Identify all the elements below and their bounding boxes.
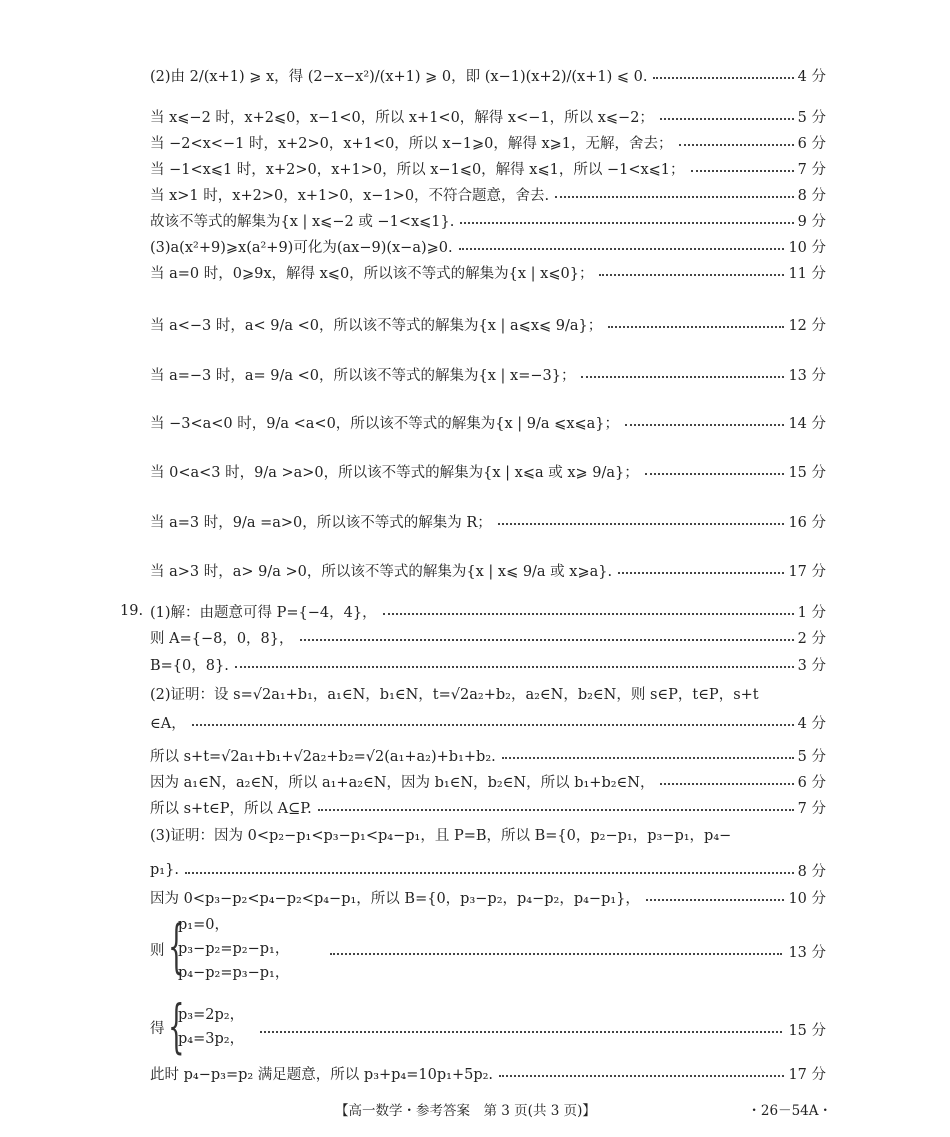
score: 15 分: [788, 1022, 826, 1039]
answer-text: 当 0<a<3 时，9/a >a>0，所以该不等式的解集为{x | x⩽a 或 x⩾ 9/a}；: [150, 464, 639, 481]
leader-dots: [555, 196, 793, 198]
answer-line: [150, 234, 826, 258]
answer-line: [150, 769, 826, 793]
leader-dots: [330, 953, 782, 955]
answer-text: 因为 a₁∈N，a₂∈N，所以 a₁+a₂∈N，因为 b₁∈N，b₂∈N，所以 b₁+b₂∈N，: [150, 774, 655, 791]
leader-dots: [383, 613, 794, 615]
leader-dots: [608, 326, 784, 328]
system-score-row: [330, 939, 826, 963]
footer-title: 【高一数学・参考答案 第 3 页(共 3 页)】: [335, 1103, 596, 1119]
system-label: 则: [150, 943, 165, 959]
answer-text: 当 x>1 时，x+2>0，x+1>0，x−1>0，不符合题意，舍去.: [150, 187, 550, 204]
answer-text: 当 a=3 时，9/a =a>0，所以该不等式的解集为 R；: [150, 514, 492, 531]
answer-line: [150, 710, 826, 734]
equation-system: [150, 913, 826, 989]
score: 14 分: [788, 415, 826, 432]
answer-line: [150, 448, 826, 494]
score: 9 分: [797, 213, 826, 230]
answer-text: (1)解：由题意可得 P={−4，4}，: [150, 604, 377, 621]
score: 13 分: [788, 367, 826, 384]
score: 16 分: [788, 514, 826, 531]
score: 5 分: [797, 109, 826, 126]
leader-dots: [691, 170, 794, 172]
answer-text: 所以 s+t∈P，所以 A⊆P.: [150, 800, 312, 817]
system-rows: [178, 1003, 244, 1051]
score: 8 分: [797, 863, 826, 880]
answer-line: [150, 743, 826, 767]
score: 10 分: [788, 890, 826, 907]
answer-line: [150, 208, 826, 232]
score: 7 分: [797, 161, 826, 178]
answer-line: [150, 498, 826, 544]
leader-dots: [502, 757, 794, 759]
score: 4 分: [797, 68, 826, 85]
equation-row: p₄=3p₂，: [178, 1031, 245, 1047]
score: 11 分: [788, 265, 826, 282]
equation-row: p₃−p₂=p₂−p₁，: [178, 941, 290, 957]
leader-dots: [660, 783, 793, 785]
answer-text: 则 A={−8，0，8}，: [150, 630, 294, 647]
answer-line: [150, 885, 826, 909]
equation-row: p₃=2p₂，: [178, 1007, 245, 1023]
answer-line: [150, 301, 826, 347]
equation-row: p₁=0，: [178, 917, 229, 933]
brace-icon: {: [168, 992, 185, 1060]
leader-dots: [679, 144, 794, 146]
leader-dots: [645, 473, 785, 475]
leader-dots: [618, 572, 784, 574]
system-label: 得: [150, 1021, 165, 1037]
proof-line: (2)证明：设 s=√2a₁+b₁，a₁∈N，b₁∈N，t=√2a₂+b₂，a₂∈N，b₂∈N，则 s∈P，t∈P，s+t: [150, 687, 759, 703]
leader-dots: [660, 118, 794, 120]
leader-dots: [499, 1075, 784, 1077]
answer-text: 当 −3<a<0 时，9/a <a<0，所以该不等式的解集为{x | 9/a ⩽x⩽a}；: [150, 415, 620, 432]
leader-dots: [192, 724, 794, 726]
leader-dots: [581, 376, 784, 378]
score: 10 分: [788, 239, 826, 256]
leader-dots: [646, 899, 785, 901]
answer-line: [150, 547, 826, 593]
system-rows: [178, 913, 289, 985]
answer-line: [150, 1061, 826, 1085]
answer-text: 当 a<−3 时，a< 9/a <0，所以该不等式的解集为{x | a⩽x⩽ 9/a}；: [150, 317, 603, 334]
answer-line: [150, 156, 826, 180]
answer-line: [150, 625, 826, 649]
answer-text: (3)a(x²+9)⩾x(a²+9)可化为(ax−9)(x−a)⩾0.: [150, 239, 453, 256]
question-number: 19.: [120, 603, 144, 619]
answer-text: 当 x⩽−2 时，x+2⩽0，x−1<0，所以 x+1<0，解得 x<−1，所以 x⩽−2；: [150, 109, 654, 126]
leader-dots: [185, 872, 794, 874]
score: 15 分: [788, 464, 826, 481]
answer-text: 因为 0<p₃−p₂<p₄−p₂<p₄−p₁，所以 B={0，p₃−p₂，p₄−p₂，p₄−p₁}，: [150, 890, 640, 907]
leader-dots: [625, 424, 784, 426]
score: 17 分: [788, 563, 826, 580]
answer-text: B={0，8}.: [150, 657, 229, 674]
answer-text: p₁}.: [150, 862, 179, 878]
leader-dots: [653, 77, 793, 79]
answer-text: 此时 p₄−p₃=p₂ 满足题意，所以 p₃+p₄=10p₁+5p₂.: [150, 1066, 494, 1083]
answer-line: [150, 104, 826, 128]
answer-text: 故该不等式的解集为{x | x⩽−2 或 −1<x⩽1}.: [150, 213, 455, 230]
score: 4 分: [797, 715, 826, 732]
score: 6 分: [797, 774, 826, 791]
answer-text: (2)由 2/(x+1) ⩾ x，得 (2−x−x²)/(x+1) ⩾ 0，即 (x−1)(x+2)/(x+1) ⩽ 0.: [150, 68, 648, 85]
score: 2 分: [797, 630, 826, 647]
leader-dots: [300, 639, 794, 641]
leader-dots: [459, 248, 785, 250]
answer-line: [150, 399, 826, 445]
answer-line: [150, 599, 826, 623]
answer-text: 当 a=−3 时，a= 9/a <0，所以该不等式的解集为{x | x=−3}；: [150, 367, 576, 384]
answer-line: [150, 351, 826, 397]
footer-code: ・26－54A・: [747, 1103, 832, 1119]
score: 7 分: [797, 800, 826, 817]
leader-dots: [260, 1031, 782, 1033]
answer-text: ∈A，: [150, 715, 186, 732]
answer-text: 当 a>3 时，a> 9/a >0，所以该不等式的解集为{x | x⩽ 9/a 或 x⩾a}.: [150, 563, 613, 580]
score: 1 分: [797, 604, 826, 621]
answer-line: [150, 795, 826, 819]
score: 6 分: [797, 135, 826, 152]
answer-line: [150, 260, 826, 284]
answer-line: [150, 52, 826, 98]
proof-line: (3)证明：因为 0<p₂−p₁<p₃−p₁<p₄−p₁，且 P=B，所以 B={0，p₂−p₁，p₃−p₁，p₄−: [150, 828, 732, 844]
answer-line: [150, 652, 826, 676]
leader-dots: [599, 274, 784, 276]
answer-text: 当 −1<x⩽1 时，x+2>0，x+1>0，所以 x−1⩽0，解得 x⩽1，所以 −1<x⩽1；: [150, 161, 685, 178]
leader-dots: [498, 523, 785, 525]
equation-row: p₄−p₂=p₃−p₁，: [178, 965, 290, 981]
score: 8 分: [797, 187, 826, 204]
answer-line: [150, 182, 826, 206]
answer-line: [150, 858, 826, 882]
answer-text: 所以 s+t=√2a₁+b₁+√2a₂+b₂=√2(a₁+a₂)+b₁+b₂.: [150, 748, 496, 765]
leader-dots: [318, 809, 794, 811]
leader-dots: [460, 222, 793, 224]
score: 17 分: [788, 1066, 826, 1083]
answer-line: [150, 130, 826, 154]
equation-system: [150, 992, 826, 1060]
score: 13 分: [788, 944, 826, 961]
answer-text: 当 −2<x<−1 时，x+2>0，x+1<0，所以 x−1⩾0，解得 x⩾1，无解，舍去；: [150, 135, 673, 152]
score: 3 分: [797, 657, 826, 674]
answer-text: 当 a=0 时，0⩾9x，解得 x⩽0，所以该不等式的解集为{x | x⩽0}；: [150, 265, 594, 282]
brace-icon: {: [168, 912, 185, 980]
score: 12 分: [788, 317, 826, 334]
leader-dots: [235, 666, 794, 668]
score: 5 分: [797, 748, 826, 765]
system-score-row: [260, 1017, 826, 1041]
